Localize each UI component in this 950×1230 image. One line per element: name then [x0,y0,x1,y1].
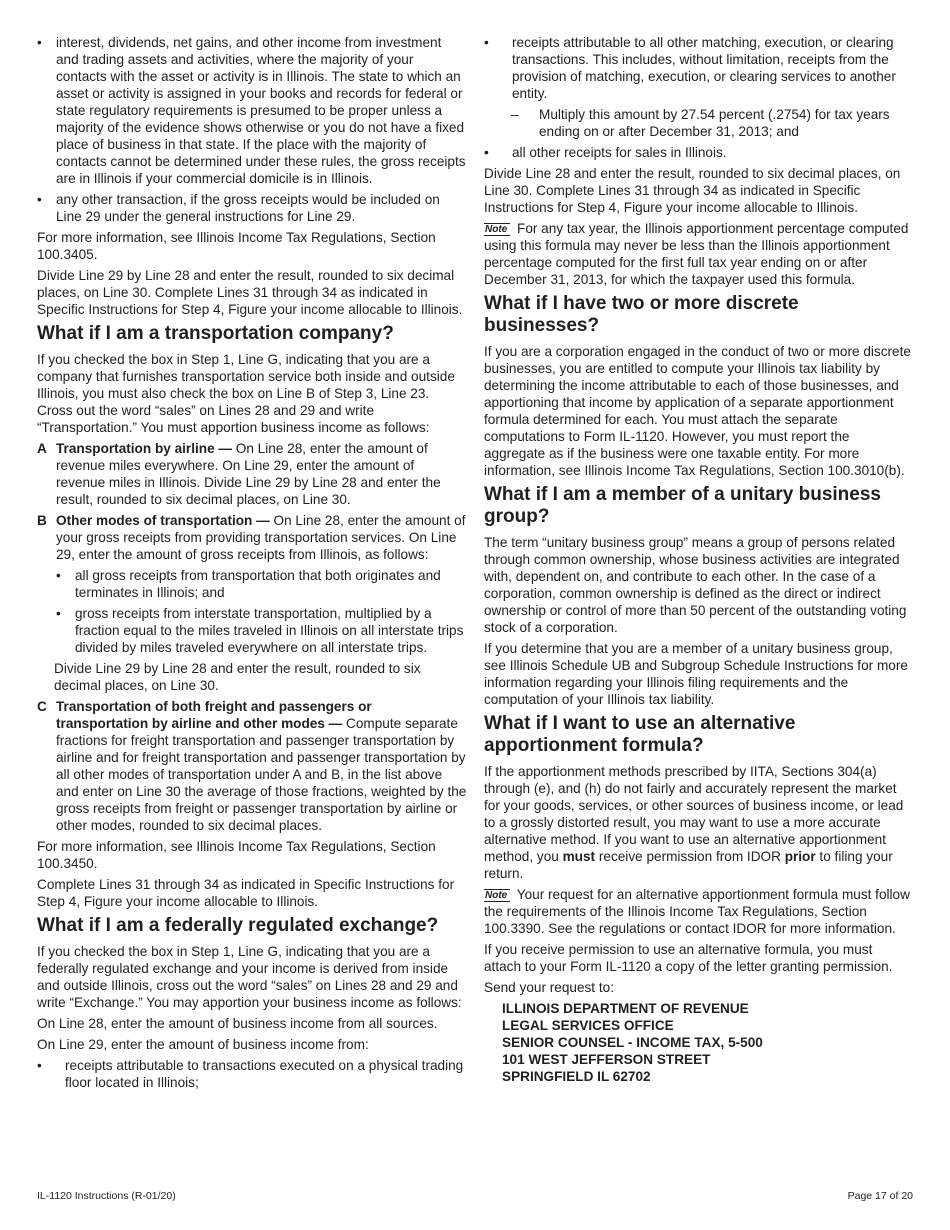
alternative-paragraph: If the apportionment methods prescribed by IITA, Sections 304(a) through (e), and (h) do not fairly and accurately represent the market for your goods, services, or other sources of business income, or lead to a grossly distorted result, you may want to use a more accurate alternative method. If you want to use an alternative apportionment method, you must receive permission from IDOR prior to filing your return. [484,764,904,881]
receipts-bullets [484,34,912,102]
item-a [37,440,467,508]
list-item: • receipts attributable to transactions executed on a physical trading floor located in Illinois; [37,1057,467,1091]
item-text: On Line 28, enter the amount of your gross receipts from providing transportation services. On Line 29, enter the amount of gross receipts from Illinois, as follows: [56,513,466,562]
note-icon: Note [484,889,510,902]
heading-exchange: What if I am a federally regulated exchange? [37,915,439,936]
list-item: – Multiply this amount by 27.54 percent (.2754) for tax years ending on or after December 31, 2013; and [511,106,912,140]
unitary-definition: The term “unitary business group” means a group of persons related through common ownership, whose business activities are integrated with, dependent on, and contribute to each other. In the case of a corporation, common ownership is defined as the direct or indirect ownership or control of more than 50 percent of the outstanding voting stock of a corporation. [484,535,907,635]
list-item: • all gross receipts from transportation that both originates and terminates in Illinois; and [56,567,467,601]
transportation-intro: If you checked the box in Step 1, Line G, indicating that you are a company that furnishes transportation service both inside and outside Illinois, you must also check the box on Line B of Step 3, Line 23. Cross out the word “sales” on Lines 28 and 29 and write “Transportation.” You must apportion business income as follows: [37,352,455,435]
address-line: LEGAL SERVICES OFFICE [502,1018,674,1033]
list-item: • interest, dividends, net gains, and other income from investment and trading assets and activities, where the majority of your contacts with the asset or activity is in Illinois. The state to which an asset or activity is assigned in your books and records for federal or state regulatory requirements is presumed to be proper unless a majority of the evidence shows otherwise or you do not have a fixed place of business in that state. If the place with the majority of contacts cannot be determined under these rules, the gross receipts are in Illinois if your commercial domicile is in Illinois. [37,34,467,187]
heading-discrete-businesses: What if I have two or more discrete businesses? [484,293,799,336]
item-b-divide: Divide Line 29 by Line 28 and enter the result, rounded to six decimal places, on Line 30. [54,661,421,693]
dash-list [511,106,912,140]
address-line: ILLINOIS DEPARTMENT OF REVENUE [502,1001,749,1016]
item-c [37,698,467,834]
regulation-reference: For more information, see Illinois Income Tax Regulations, Section 100.3405. [37,230,436,262]
heading-transportation: What if I am a transportation company? [37,323,394,344]
item-letter: A [37,441,47,456]
left-column [37,34,467,1095]
list-item: • all other receipts for sales in Illinois. [484,144,912,161]
line28-instruction: On Line 28, enter the amount of business income from all sources. [37,1016,438,1031]
send-request: Send your request to: [484,980,614,995]
exchange-intro: If you checked the box in Step 1, Line G, indicating that you are a federally regulated exchange and your income is derived from inside and outside Illinois, cross out the word “sales” on Lines 28 and 29 and write “Exchange.” You may apportion your business income as follows: [37,944,462,1010]
item-text: Compute separate fractions for freight transportation and passenger transportation by airline and for freight transportation and passenger transportation by all other modes of transportation under A and B, in the list above and enter on Line 30 the average of those fractions, weighted by the gross receipts from freight or passenger transportation by airline or other modes, rounded to six decimal places. [56,716,467,833]
footer-form-id: IL-1120 Instructions (R-01/20) [37,1190,176,1202]
item-letter: B [37,513,47,528]
address-line: SPRINGFIELD IL 62702 [502,1069,651,1084]
note-paragraph [484,220,912,288]
note-text: For any tax year, the Illinois apportionment percentage computed using this formula may never be less than the Illinois apportionment percentage computed for the first full tax year ending on or after December 31, 2013, for which the taxpayer used this formula. [484,221,909,287]
permission-paragraph: If you receive permission to use an alternative formula, you must attach to your Form IL-1120 a copy of the letter granting permission. [484,942,893,974]
list-item: • any other transaction, if the gross receipts would be included on Line 29 under the general instructions for Line 29. [37,191,467,225]
note-text: Your request for an alternative apportionment formula must follow the requirements of the Illinois Income Tax Regulations, Section 100.3390. See the regulations or contact IDOR for more information. [484,887,910,936]
note-icon: Note [484,223,510,236]
divide-instruction: Divide Line 29 by Line 28 and enter the result, rounded to six decimal places, on Line 30. Complete Lines 31 through 34 as indicated in Specific Instructions for Step 4, Figure your income allocable to Illinois. [37,268,463,317]
item-b [37,512,467,563]
address-line: 101 WEST JEFFERSON STREET [502,1052,711,1067]
note-paragraph [484,886,912,937]
footer-page-number: Page 17 of 20 [847,1190,913,1202]
other-receipts-bullets [484,144,912,161]
list-item: • gross receipts from interstate transportation, multiplied by a fraction equal to the miles traveled in Illinois on all interstate trips divided by miles traveled everywhere on all interstate trips. [56,605,467,656]
heading-unitary: What if I am a member of a unitary business group? [484,484,881,527]
item-title: Transportation by airline — [56,441,232,456]
regulation-reference: For more information, see Illinois Income Tax Regulations, Section 100.3450. [37,839,436,871]
investment-bullets [37,34,467,225]
item-letter: C [37,699,47,714]
item-title: Other modes of transportation — [56,513,270,528]
exchange-bullets [37,1057,467,1091]
discrete-paragraph: If you are a corporation engaged in the conduct of two or more discrete businesses, you are entitled to compute your Illinois tax liability by determining the income attributable to each of those businesses, and apportioning that income by application of a separate apportionment formula determined for each. You must attach the separate computations to Form IL-1120. However, you must report the aggregate as if the business were one taxable entity. For more information, see Illinois Income Tax Regulations, Section 100.3010(b). [484,344,911,478]
item-title: Transportation of both freight and passengers or transportation by airline and other modes — [56,699,372,731]
item-text: On Line 28, enter the amount of revenue miles everywhere. On Line 29, enter the amount of revenue miles in Illinois. Divide Line 29 by Line 28 and enter the result, rounded to six decimal places, on Line 30. [56,441,441,507]
heading-alternative: What if I want to use an alternative apportionment formula? [484,713,796,756]
list-item: • receipts attributable to all other matching, execution, or clearing transactions. This includes, without limitation, receipts from the provision of matching, execution, or clearing services to another entity. [484,34,912,102]
unitary-member: If you determine that you are a member of a unitary business group, see Illinois Schedule UB and Subgroup Schedule Instructions for more information regarding your Illinois filing requirements and the computation of your Illinois tax liability. [484,641,908,707]
right-column [484,34,912,1085]
complete-instruction: Complete Lines 31 through 34 as indicated in Specific Instructions for Step 4, Figure your income allocable to Illinois. [37,877,455,909]
item-b-bullets [56,567,467,656]
address-line: SENIOR COUNSEL - INCOME TAX, 5-500 [502,1035,763,1050]
divide-instruction: Divide Line 28 and enter the result, rounded to six decimal places, on Line 30. Complete Lines 31 through 34 as indicated in Specific Instructions for Step 4, Figure your income allocable to Illinois. [484,166,901,215]
mailing-address [502,1000,912,1085]
line29-instruction: On Line 29, enter the amount of business income from: [37,1037,369,1052]
